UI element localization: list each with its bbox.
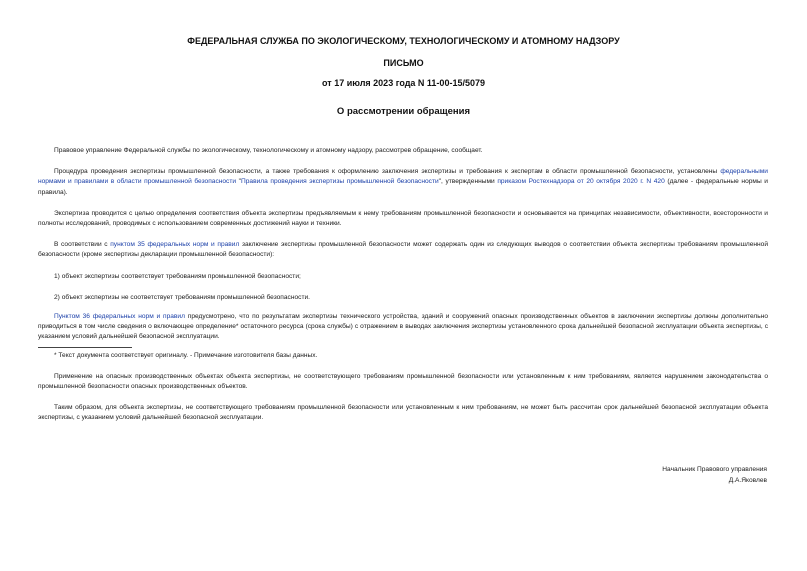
link-expertise-rules[interactable]: Правила проведения экспертизы промышленной безопасности (241, 178, 439, 186)
signature-name: Д.А.Яковлев (728, 476, 767, 484)
paragraph-point-36 (38, 312, 768, 343)
signature-title: Начальник Правового управления (662, 466, 767, 473)
document-type: ПИСЬМО (383, 58, 424, 68)
paragraph-text: ", утвержденными (438, 178, 498, 186)
paragraph-text: (далее - федеральные нормы и правила). (38, 178, 768, 196)
document-subject: О рассмотрении обращения (336, 106, 471, 117)
paragraph-text: Процедура проведения экспертизы промышленной безопасности, а также требования к оформлению заключения экспертизы и требования к экспертам в области промышленной безопасности, установлены (54, 168, 721, 176)
paragraph-text: заключение экспертизы промышленной безопасности может содержать один из следующих выводов о соответствии объекта экспертизы требованиям промышленной безопасности (кроме экспертизы декларации промышленной безопасности): (38, 241, 769, 259)
footnote: * Текст документа соответствует оригиналу. - Примечание изготовителя базы данных. (54, 351, 318, 359)
paragraph-conclusion: Таким образом, для объекта экспертизы, не соответствующего требованиям промышленной безопасности или установленным к ним требованиям, не может быть рассчитан срок дальнейшей безопасной эксплуатации объекта экспертизы, с указанием условий дальнейшей безопасной эксплуатации. (38, 404, 768, 422)
signature-block (662, 465, 767, 486)
paragraph-conclusions (38, 240, 768, 260)
letter-body (38, 146, 768, 435)
paragraph-procedure (38, 167, 768, 198)
link-point-36[interactable]: Пунктом 36 федеральных норм и правил (54, 313, 185, 321)
link-order-420[interactable]: приказом Ростехнадзора от 20 октября 2020 г. N 420 (497, 178, 665, 186)
footnote-divider (38, 347, 132, 348)
paragraph-intro: Правовое управление Федеральной службы по экологическому, технологическому и атомному надзору, рассмотрев обращение, сообщает. (54, 147, 483, 154)
paragraph-violation: Применение на опасных производственных объектах объекта экспертизы, не соответствующего требованиям промышленной безопасности или установленным к ним требованиям, является нарушением законодательства о промышленной безопасности опасных производственных объектов. (38, 372, 768, 391)
document-date-number: от 17 июля 2023 года N 11-00-15/5079 (322, 78, 485, 88)
link-federal-norms[interactable]: федеральными нормами и правилами в области промышленной безопасности (38, 168, 768, 186)
paragraph-purpose: Экспертиза проводится с целью определения соответствия объекта экспертизы предъявляемым к нему требованиям промышленной безопасности и основывается на принципах независимости, объективности, всесторонности и полноты исследований, проводимых с использованием современных достижений науки и техники. (38, 209, 768, 228)
list-item-conclusion-1: 1) объект экспертизы соответствует требованиям промышленной безопасности; (54, 272, 301, 280)
paragraph-text: предусмотрено, что по результатам экспертизы технического устройства, зданий и сооружений опасных производственных объектов в заключении экспертизы должны дополнительно приводиться в том числе сведения о включающее определение* остаточного ресурса (срока службы) с отражением в выводах заключения экспертизы установленного срока дальнейшей безопасной эксплуатации объекта экспертизы, с указанием условий дальнейшей безопасной эксплуатации. (38, 313, 768, 341)
list-item-conclusion-2: 2) объект экспертизы не соответствует требованиям промышленной безопасности. (54, 293, 310, 301)
paragraph-text: В соответствии с (54, 241, 111, 249)
paragraph-text: " (236, 178, 242, 186)
link-point-35[interactable]: пунктом 35 федеральных норм и правил (110, 241, 240, 249)
agency-title: ФЕДЕРАЛЬНАЯ СЛУЖБА ПО ЭКОЛОГИЧЕСКОМУ, ТЕХНОЛОГИЧЕСКОМУ И АТОМНОМУ НАДЗОРУ (187, 36, 620, 46)
